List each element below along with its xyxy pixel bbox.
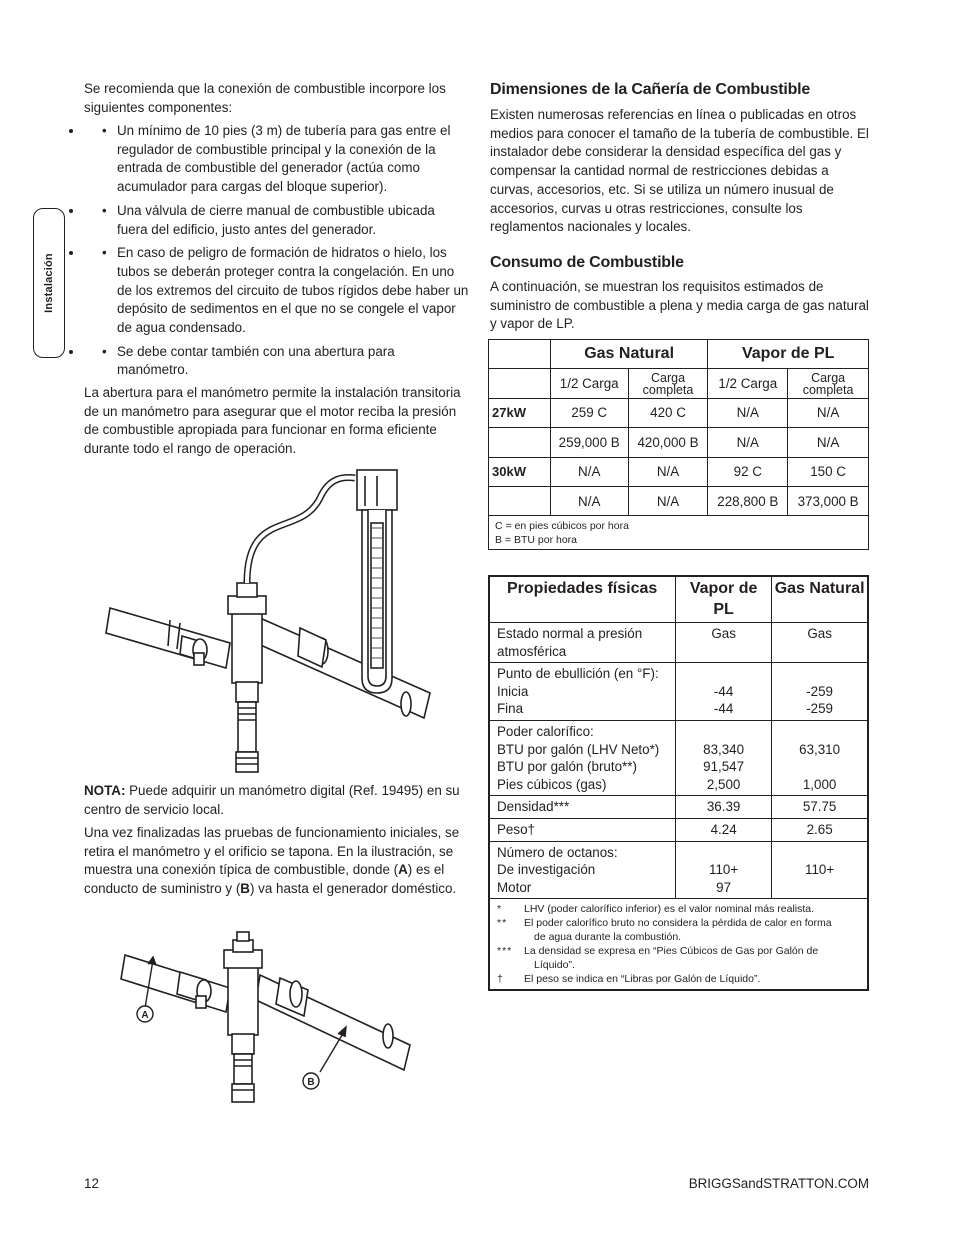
table-row: [489, 663, 868, 721]
table-cell: N/A: [628, 486, 708, 515]
row-label: Estado normal a presión atmosférica: [489, 623, 675, 663]
cell-line: 110+: [709, 862, 739, 878]
table-legend: [489, 516, 869, 550]
table-cell: 259 C: [550, 398, 628, 427]
table-row: [489, 818, 868, 841]
footnote-continuation: de agua durante la combustión.: [534, 931, 682, 944]
subheader-cell: Carga completa: [628, 369, 708, 398]
table-cell: [675, 663, 771, 721]
label-a: A: [398, 862, 408, 878]
footnote-continuation: Líquido”.: [534, 959, 575, 972]
table-cell: 57.75: [772, 796, 868, 819]
callout-b: [303, 1073, 319, 1089]
legend-c: C = en pies cúbicos por hora: [495, 520, 629, 533]
website-url: BRIGGSandSTRATTON.COM: [688, 1176, 869, 1191]
table-cell: [772, 720, 868, 795]
table-cell: 228,800 B: [708, 486, 788, 515]
column-header-lp-vapor: Vapor de PL: [675, 576, 771, 623]
row-label: 30kW: [489, 457, 551, 486]
list-item: • • En caso de peligro de formación de hidratos o hielo, los tubos se deberán proteger contra la congelación. En uno de los extremos del circuito de tubos rígidos debe haber un depósito de sedimentos en el que no se congele el vapor de agua condensado.: [84, 244, 469, 338]
pipe-size-paragraph: Existen numerosas referencias en línea o publicadas en otros medios para conocer el tamaño de la tubería de combustible. El instalador debe considerar la densidad específica del gas y compensar la cantidad normal de restricciones debidas a curvas, accesorios, etc. Si se utiliza un número inusual de accesorios, curvas u otras restricciones, consulte los reglamentos nacionales y locales.: [490, 107, 869, 235]
table-cell: 420,000 B: [628, 428, 708, 457]
table-row: [489, 398, 869, 427]
row-label-line: Número de octanos:: [497, 844, 618, 860]
row-label: Densidad***: [489, 796, 675, 819]
list-item: • • Una válvula de cierre manual de combustible ubicada fuera del edificio, justo antes del generador.: [84, 202, 469, 239]
column-header-natural-gas: Gas Natural: [772, 576, 868, 623]
column-header-natural-gas: Gas Natural: [550, 340, 708, 369]
table-row: [489, 486, 869, 515]
fuel-consumption-paragraph: A continuación, se muestran los requisitos estimados de suministro de combustible a plena y media carga de gas natural y vapor de LP.: [490, 279, 869, 332]
cell-line: -259: [806, 683, 834, 699]
footnote: ** El poder calorífico bruto no considera la pérdida de calor en forma: [497, 917, 832, 930]
table-cell: 92 C: [708, 457, 788, 486]
column-header-lp-vapor: Vapor de PL: [708, 340, 869, 369]
cell-line: -44: [713, 683, 734, 699]
row-label-line: Motor: [497, 879, 532, 895]
callout-a: [137, 1006, 153, 1022]
table-cell: N/A: [550, 486, 628, 515]
list-item: • • Se debe contar también con una abertura para manómetro.: [84, 343, 469, 380]
table-row: [489, 428, 869, 457]
components-list: [84, 122, 469, 385]
cell-line: -44: [713, 701, 734, 717]
cell-line: 91,547: [703, 759, 745, 775]
table-cell: N/A: [550, 457, 628, 486]
row-label-line: BTU por galón (bruto**): [497, 759, 637, 775]
cell-line: 63,310: [799, 741, 841, 757]
legend-b: B = BTU por hora: [495, 534, 577, 547]
row-label-line: Inicia: [497, 683, 529, 699]
physical-properties-table: [488, 575, 869, 991]
column-header-properties: Propiedades físicas: [489, 576, 675, 623]
footnote: † El peso se indica en “Libras por Galón de Líquido”.: [497, 973, 761, 986]
table-cell: [489, 369, 551, 398]
subheader-cell: 1/2 Carga: [708, 369, 788, 398]
table-cell: 2.65: [772, 818, 868, 841]
table-cell: N/A: [628, 457, 708, 486]
manometer-paragraph: La abertura para el manómetro permite la instalación transitoria de un manómetro para asegurar que el motor reciba la presión de combustible apropiada para funcionar en forma eficiente durante todo el rango de operación.: [84, 385, 461, 457]
table-row: [489, 623, 868, 663]
table-row: [489, 796, 868, 819]
table-cell: 420 C: [628, 398, 708, 427]
table-row: [489, 841, 868, 899]
subheader-cell: 1/2 Carga: [550, 369, 628, 398]
cell-line: 83,340: [703, 741, 745, 757]
table-cell: [675, 720, 771, 795]
cell-line: -259: [806, 701, 834, 717]
row-label-line: Pies cúbicos (gas): [497, 776, 607, 792]
note-label: NOTA:: [84, 783, 126, 798]
page-number: 12: [84, 1176, 99, 1191]
label-b: B: [240, 881, 250, 897]
table-cell: N/A: [788, 398, 869, 427]
table-footnotes: [489, 899, 868, 991]
list-item: • • Un mínimo de 10 pies (3 m) de tubería para gas entre el regulador de combustible principal y la conexión de la entrada de combustible del generador (actúa como acumulador para cargas del bloque superior).: [84, 122, 469, 197]
row-label-line: Punto de ebullición (en °F):: [497, 666, 659, 682]
table-cell: 373,000 B: [788, 486, 869, 515]
final-paragraph: [84, 824, 469, 899]
fuel-consumption-table: [488, 339, 869, 550]
table-cell: N/A: [708, 398, 788, 427]
row-label: [489, 663, 675, 721]
row-label-line: Poder calorífico:: [497, 723, 594, 739]
row-label: [489, 428, 551, 457]
footnote: *** La densidad se expresa en “Pies Cúbicos de Gas por Galón de: [497, 945, 819, 958]
heading-pipe-size: Dimensiones de la Cañería de Combustible: [490, 81, 811, 98]
row-label: [489, 841, 675, 899]
row-label-line: BTU por galón (LHV Neto*): [497, 741, 660, 757]
table-cell: [675, 841, 771, 899]
callout-b-label: B: [307, 1077, 315, 1088]
row-label: [489, 720, 675, 795]
section-tab: [33, 208, 65, 358]
table-cell: Gas: [675, 623, 771, 663]
table-cell: 259,000 B: [550, 428, 628, 457]
table-cell: 4.24: [675, 818, 771, 841]
row-label: Peso†: [489, 818, 675, 841]
cell-line: 97: [716, 879, 732, 895]
table-cell: 150 C: [788, 457, 869, 486]
row-label: [489, 486, 551, 515]
table-row: [489, 720, 868, 795]
row-label: 27kW: [489, 398, 551, 427]
footnote: * LHV (poder calorífico inferior) es el valor nominal más realista.: [497, 903, 815, 916]
manometer-illustration: [110, 468, 440, 778]
table-cell: [772, 841, 868, 899]
row-label-line: De investigación: [497, 862, 596, 878]
callout-a-label: A: [141, 1010, 149, 1021]
table-cell: 36.39: [675, 796, 771, 819]
table-cell: Gas: [772, 623, 868, 663]
final-text-1: Una vez finalizadas las pruebas de funcionamiento iniciales, se retira el manómetro y el orificio se tapona. En la ilustración, se muestra una conexión típica de combustible, donde (: [84, 825, 460, 878]
note-text: Puede adquirir un manómetro digital (Ref. 19495) en su centro de servicio local.: [84, 783, 460, 817]
table-row: [489, 457, 869, 486]
intro-paragraph: Se recomienda que la conexión de combustible incorpore los siguientes componentes:: [84, 81, 446, 115]
note-paragraph: [84, 782, 469, 819]
row-label-line: Fina: [497, 701, 524, 717]
heading-fuel-consumption: Consumo de Combustible: [490, 254, 684, 271]
table-cell: N/A: [788, 428, 869, 457]
cell-line: 1,000: [802, 776, 837, 792]
fuel-connection-illustration: [120, 930, 420, 1105]
table-cell: N/A: [708, 428, 788, 457]
table-cell: [489, 340, 551, 369]
final-text-3: ) va hasta el generador doméstico.: [249, 881, 457, 897]
cell-line: 110+: [805, 862, 835, 878]
final-text-2: ) es el conducto de suministro y (: [84, 862, 445, 897]
table-cell: [772, 663, 868, 721]
cell-line: 2,500: [706, 776, 741, 792]
section-tab-label: Instalación: [43, 253, 55, 313]
subheader-cell: Carga completa: [788, 369, 869, 398]
